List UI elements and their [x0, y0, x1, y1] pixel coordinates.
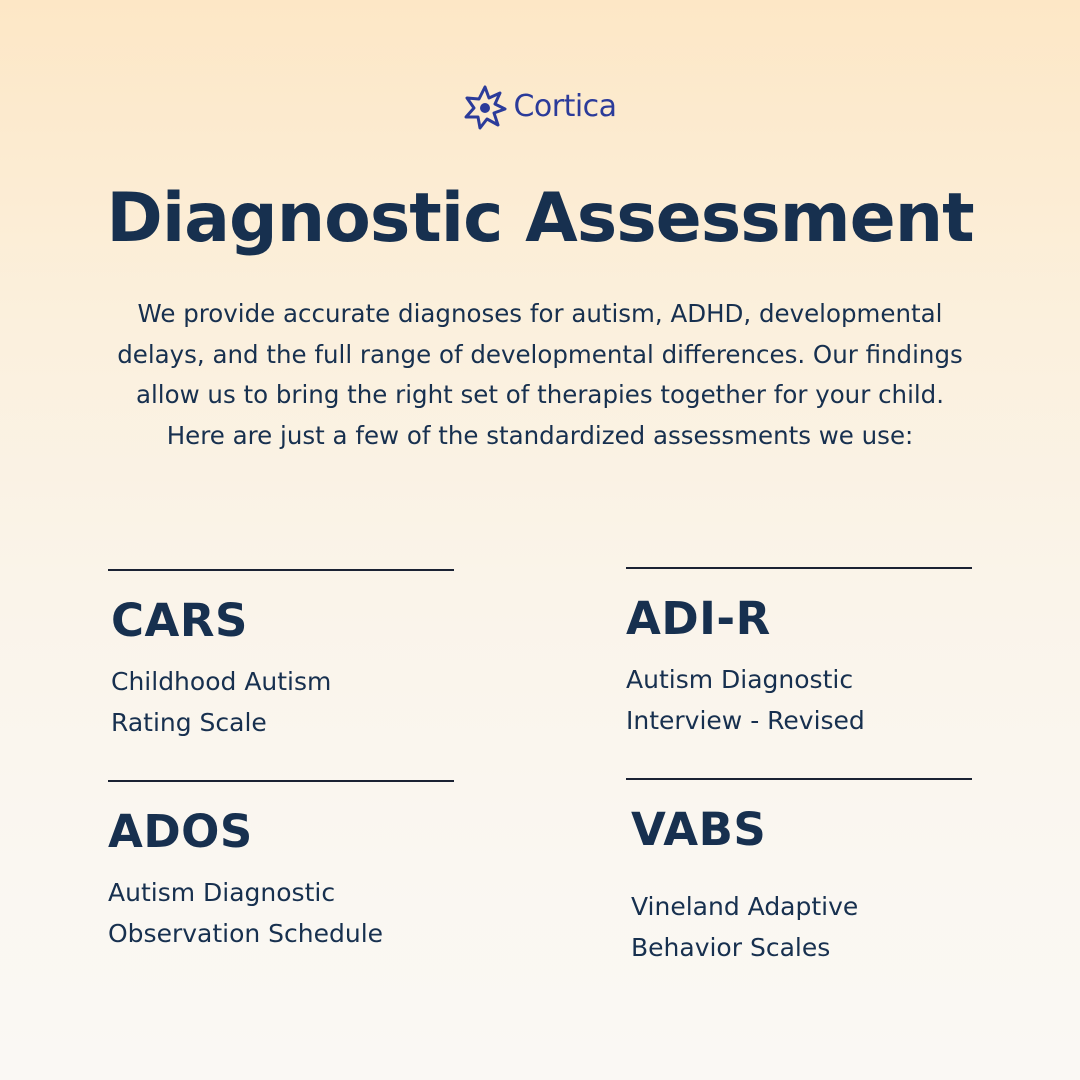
assessment-abbreviation: ADOS	[108, 805, 253, 858]
assessment-card-adi-r	[626, 567, 972, 741]
assessment-full-name: Autism Diagnostic Interview - Revised	[626, 665, 865, 735]
assessment-abbreviation: ADI-R	[626, 592, 771, 645]
intro-paragraph: We provide accurate diagnoses for autism, ADHD, developmental delays, and the full range of developmental differences. Our findings allow us to bring the right set of therapies together for your child. Here are just a few of the standardized assessments we use:	[117, 299, 963, 450]
assessment-card-cars	[108, 569, 454, 743]
assessment-card-vabs	[626, 778, 972, 968]
assessment-full-name: Childhood Autism Rating Scale	[111, 667, 332, 737]
brand-name: Cortica	[513, 89, 617, 124]
neuron-star-icon	[463, 84, 507, 130]
assessment-full-name: Autism Diagnostic Observation Schedule	[108, 878, 384, 948]
divider	[108, 780, 454, 782]
divider	[108, 569, 454, 571]
divider	[626, 778, 972, 780]
page-title: Diagnostic Assessment	[106, 179, 974, 258]
assessment-card-ados	[108, 780, 454, 954]
divider	[626, 567, 972, 569]
brand-logo	[0, 84, 1080, 130]
assessment-full-name: Vineland Adaptive Behavior Scales	[631, 892, 859, 962]
assessment-abbreviation: VABS	[631, 803, 767, 856]
assessment-abbreviation: CARS	[111, 594, 248, 647]
